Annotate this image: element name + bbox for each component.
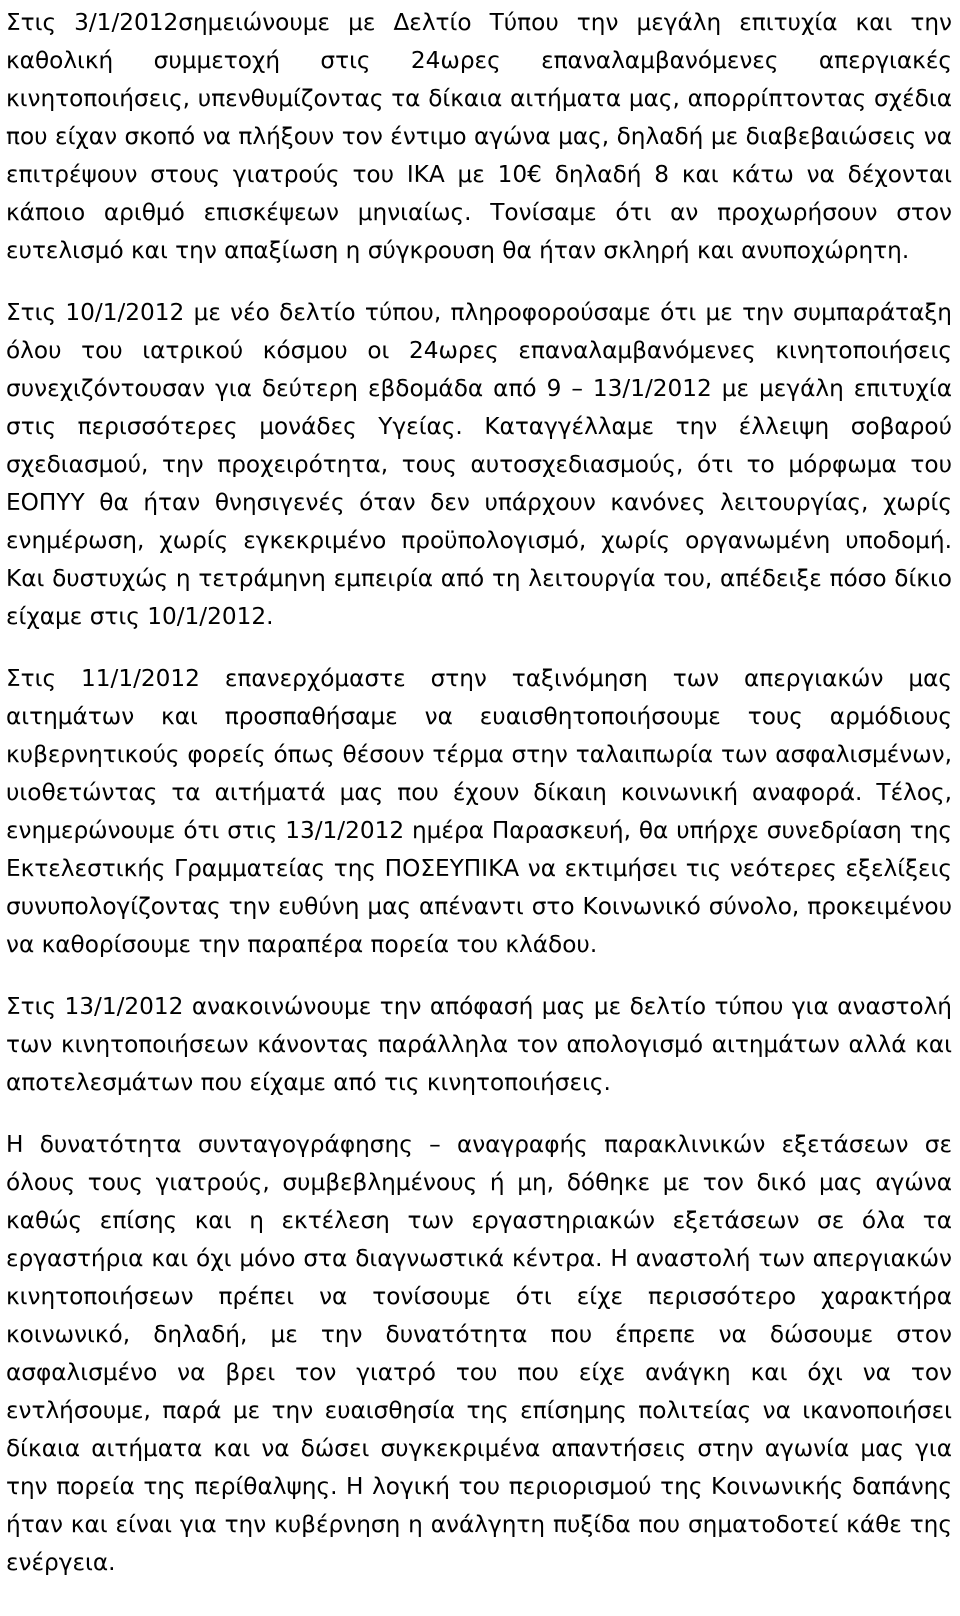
paragraph-jan-11: Στις 11/1/2012 επανερχόμαστε στην ταξινόμηση των απεργιακών μας αιτημάτων και προσπαθήσαμε να ευαισθητοποιήσουμε τους αρμόδιους κυβερνητικούς φορείς όπως θέσουν τέρμα στην ταλαιπωρία των ασφαλισμένων, υιοθετώντας τα αιτήματά μας που έχουν δίκαιη κοινωνική αναφορά. Τέλος, ενημερώνουμε ότι στις 13/1/2012 ημέρα Παρασκευή, θα υπήρχε συνεδρίαση της Εκτελεστικής Γραμματείας της ΠΟΣΕΥΠΙΚΑ να εκτιμήσει τις νεότερες εξελίξεις συνυπολογίζοντας την ευθύνη μας απέναντι στο Κοινωνικό σύνολο, προκειμένου να καθορίσουμε την παραπέρα πορεία του κλάδου. <box>6 665 952 958</box>
paragraph-jan-10: Στις 10/1/2012 με νέο δελτίο τύπου, πληροφορούσαμε ότι με την συμπαράταξη όλου του ιατρικού κόσμου οι 24ωρες επαναλαμβανόμενες κινητοποιήσεις συνεχιζόντουσαν για δεύτερη εβδομάδα από 9 – 13/1/2012 με μεγάλη επιτυχία στις περισσότερες μονάδες Υγείας. Καταγγέλλαμε την έλλειψη σοβαρού σχεδιασμού, την προχειρότητα, τους αυτοσχεδιασμούς, ότι το μόρφωμα του ΕΟΠΥΥ θα ήταν θνησιγενές όταν δεν υπάρχουν κανόνες λειτουργίας, χωρίς ενημέρωση, χωρίς εγκεκριμένο προϋπολογισμό, χωρίς οργανωμένη υποδομή. Και δυστυχώς η τετράμηνη εμπειρία από τη λειτουργία του, απέδειξε πόσο δίκιο είχαμε στις 10/1/2012. <box>6 299 952 630</box>
paragraph-prescription: Η δυνατότητα συνταγογράφησης – αναγραφής παρακλινικών εξετάσεων σε όλους τους γιατρούς, συμβεβλημένους ή μη, δόθηκε με τον δικό μας αγώνα καθώς επίσης και η εκτέλεση των εργαστηριακών εξετάσεων σε όλα τα εργαστήρια και όχι μόνο στα διαγνωστικά κέντρα. Η αναστολή των απεργιακών κινητοποιήσεων πρέπει να τονίσουμε ότι είχε περισσότερο χαρακτήρα κοινωνικό, δηλαδή, με την δυνατότητα που έπρεπε να δώσουμε στον ασφαλισμένο να βρει τον γιατρό του που είχε ανάγκη και όχι να τον εντλήσουμε, παρά με την ευαισθησία της επίσημης πολιτείας να ικανοποιήσει δίκαια αιτήματα και να δώσει συγκεκριμένα απαντήσεις στην αγωνία μας για την πορεία της περίθαλψης. Η λογική του περιορισμού της Κοινωνικής δαπάνης ήταν και είναι για την κυβέρνηση η ανάλγητη πυξίδα που σηματοδοτεί κάθε της ενέργεια. <box>6 1131 952 1576</box>
paragraph-jan-13: Στις 13/1/2012 ανακοινώνουμε την απόφασή μας με δελτίο τύπου για αναστολή των κινητοποιήσεων κάνοντας παράλληλα τον απολογισμό αιτημάτων αλλά και αποτελεσμάτων που είχαμε από τις κινητοποιήσεις. <box>6 993 952 1096</box>
paragraph-jan-3: Στις 3/1/2012σημειώνουμε με Δελτίο Τύπου την μεγάλη επιτυχία και την καθολική συμμετοχή στις 24ωρες επαναλαμβανόμενες απεργιακές κινητοποιήσεις, υπενθυμίζοντας τα δίκαια αιτήματα μας, απορρίπτοντας σχέδια που είχαν σκοπό να πλήξουν τον έντιμο αγώνα μας, δηλαδή με διαβεβαιώσεις να επιτρέψουν στους γιατρούς του ΙΚΑ με 10€ δηλαδή 8 και κάτω να δέχονται κάποιο αριθμό επισκέψεων μηνιαίως. Τονίσαμε ότι αν προχωρήσουν στον ευτελισμό και την απαξίωση η σύγκρουση θα ήταν σκληρή και ανυποχώρητη. <box>6 9 952 264</box>
